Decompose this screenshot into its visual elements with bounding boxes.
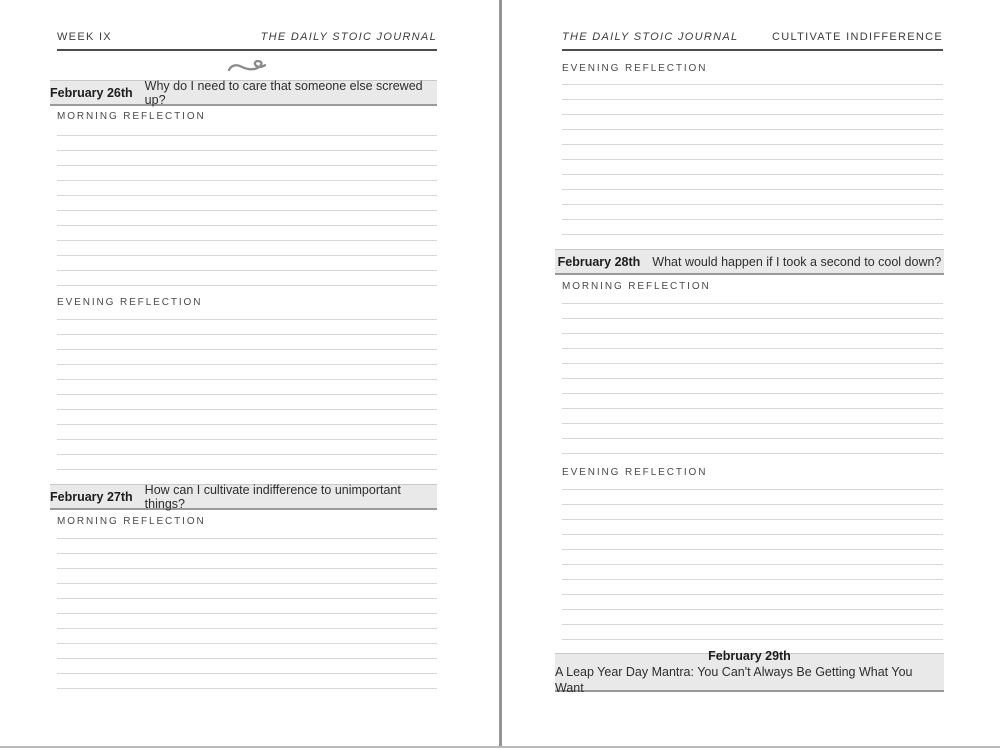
ruled-line <box>562 394 943 409</box>
ruled-line <box>57 226 437 241</box>
ruled-line <box>562 424 943 439</box>
ruled-line <box>57 256 437 271</box>
ruled-line <box>57 569 437 584</box>
ruled-line <box>562 475 943 490</box>
ruled-line <box>562 100 943 115</box>
ruled-line <box>562 175 943 190</box>
morning-reflection-label: MORNING REFLECTION <box>57 516 206 527</box>
ruled-line <box>57 584 437 599</box>
ruled-line <box>57 136 437 151</box>
ruled-line <box>562 334 943 349</box>
morning-reflection-lines <box>57 121 437 286</box>
prompt-question: What would happen if I took a second to cool down? <box>652 254 942 269</box>
ruled-line <box>562 610 943 625</box>
ruled-line <box>562 364 943 379</box>
ruled-line <box>57 659 437 674</box>
prompt-date: February 28th <box>557 254 641 269</box>
prompt-date: February 26th <box>50 85 133 100</box>
ruled-line <box>57 320 437 335</box>
ruled-line <box>562 505 943 520</box>
ruled-line <box>562 409 943 424</box>
journal-title: THE DAILY STOIC JOURNAL <box>260 31 437 43</box>
ruled-line <box>57 524 437 539</box>
evening-reflection-label: EVENING REFLECTION <box>562 467 708 478</box>
week-label: WEEK IX <box>57 31 112 43</box>
week-theme-label: CULTIVATE INDIFFERENCE <box>772 31 943 43</box>
ruled-line <box>562 490 943 505</box>
ruled-line <box>57 271 437 286</box>
ruled-line <box>57 305 437 320</box>
ruled-line <box>562 304 943 319</box>
ruled-line <box>562 349 943 364</box>
ruled-line <box>562 145 943 160</box>
ruled-line <box>562 625 943 640</box>
ruled-line <box>562 160 943 175</box>
ruled-line <box>562 205 943 220</box>
ruled-line <box>562 565 943 580</box>
ruled-line <box>562 550 943 565</box>
ruled-line <box>57 674 437 689</box>
ruled-line <box>57 350 437 365</box>
prompt-box-feb29 <box>555 649 944 695</box>
ornament-wrap <box>57 57 437 77</box>
prompt-box-feb27 <box>50 484 437 510</box>
prompt-date: February 29th <box>708 649 791 663</box>
ruled-line <box>57 554 437 569</box>
ruled-line <box>562 220 943 235</box>
ruled-line <box>57 181 437 196</box>
ruled-line <box>562 115 943 130</box>
ruled-line <box>57 380 437 395</box>
ruled-line <box>562 319 943 334</box>
ruled-line <box>57 599 437 614</box>
prompt-mantra: A Leap Year Day Mantra: You Can't Always Be Getting What You Want <box>555 665 913 695</box>
ruled-line <box>57 121 437 136</box>
ruled-line <box>57 166 437 181</box>
prompt-box-feb26 <box>50 80 437 106</box>
ruled-line <box>57 440 437 455</box>
ruled-line <box>57 151 437 166</box>
ruled-line <box>57 211 437 226</box>
prompt-date: February 27th <box>50 489 133 504</box>
left-page <box>50 0 437 747</box>
ruled-line <box>562 289 943 304</box>
ruled-line <box>57 241 437 256</box>
prompt-question: Why do I need to care that someone else screwed up? <box>144 78 423 107</box>
morning-reflection-label: MORNING REFLECTION <box>562 281 711 292</box>
journal-title: THE DAILY STOIC JOURNAL <box>562 31 739 43</box>
evening-reflection-label: EVENING REFLECTION <box>562 63 708 74</box>
evening-reflection-lines <box>562 70 943 235</box>
page-bottom-edge <box>0 746 1000 748</box>
right-page-header <box>562 31 943 51</box>
prompt-box-feb28 <box>555 249 944 275</box>
ruled-line <box>562 520 943 535</box>
left-page-header <box>57 31 437 51</box>
ruled-line <box>562 595 943 610</box>
ruled-line <box>57 539 437 554</box>
ruled-line <box>57 335 437 350</box>
ruled-line <box>57 410 437 425</box>
evening-reflection-lines <box>562 475 943 640</box>
evening-reflection-label: EVENING REFLECTION <box>57 297 203 308</box>
morning-reflection-label: MORNING REFLECTION <box>57 111 206 122</box>
ruled-line <box>562 85 943 100</box>
ruled-line <box>57 395 437 410</box>
ruled-line <box>57 644 437 659</box>
ruled-line <box>562 535 943 550</box>
prompt-question: How can I cultivate indifference to unimportant things? <box>144 482 401 511</box>
morning-reflection-lines <box>562 289 943 454</box>
morning-reflection-lines <box>57 524 437 689</box>
right-page <box>555 0 943 747</box>
ruled-line <box>562 379 943 394</box>
ruled-line <box>562 580 943 595</box>
ruled-line <box>57 455 437 470</box>
ruled-line <box>57 365 437 380</box>
ruled-line <box>57 196 437 211</box>
ruled-line <box>562 439 943 454</box>
ruled-line <box>57 614 437 629</box>
ruled-line <box>562 130 943 145</box>
swash-icon <box>226 57 268 75</box>
ruled-line <box>57 425 437 440</box>
evening-reflection-lines <box>57 305 437 470</box>
center-binding-divider <box>499 0 502 747</box>
ruled-line <box>562 70 943 85</box>
ruled-line <box>57 629 437 644</box>
ruled-line <box>562 190 943 205</box>
